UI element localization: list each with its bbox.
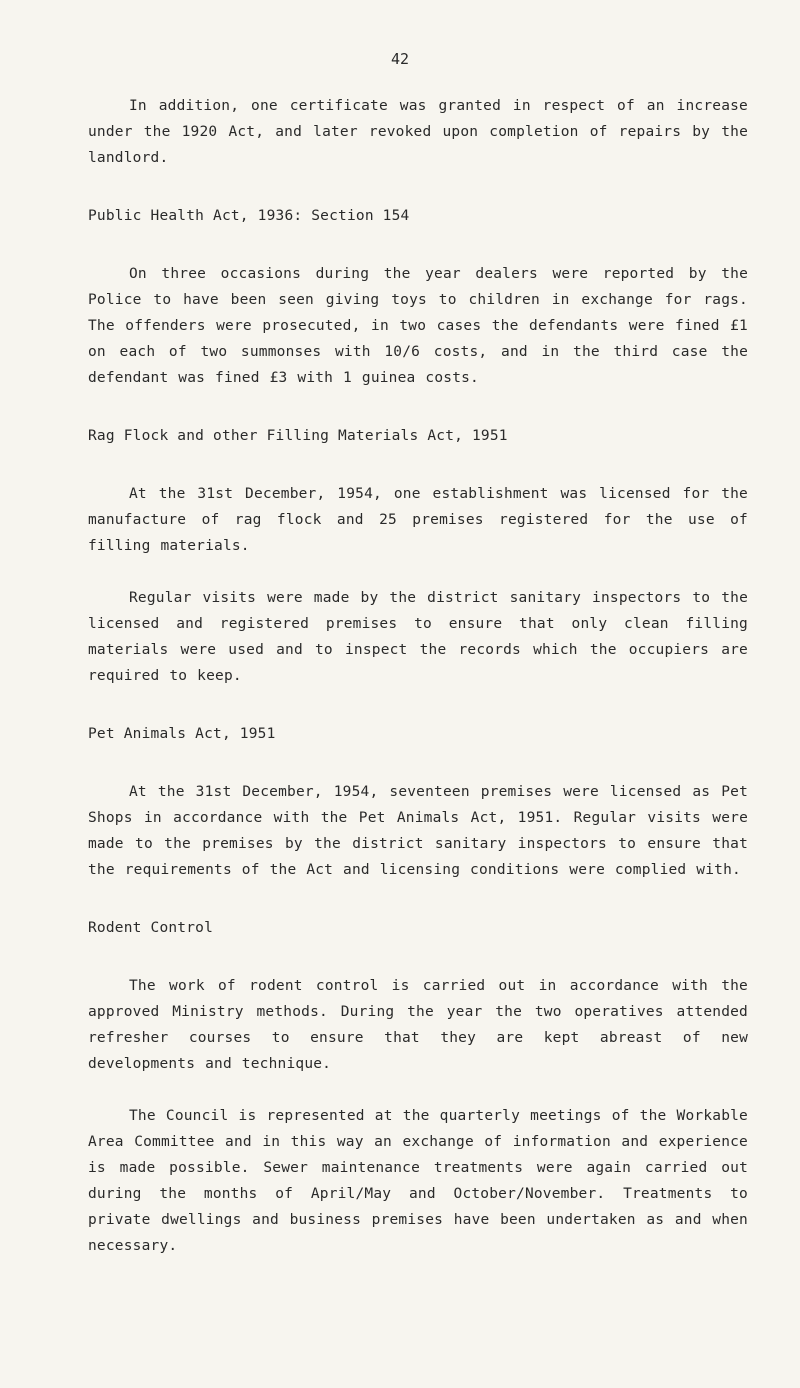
document-body: [88, 93, 748, 1259]
rodent-control-paragraph-1: The work of rodent control is carried out in accordance with the approved Ministry methods. During the year the two operatives attended refresher courses to ensure that they are kept abreast of new developments and technique.: [88, 978, 748, 1072]
rag-flock-act-heading: Rag Flock and other Filling Materials Act, 1951: [88, 428, 508, 444]
rag-flock-paragraph-2: Regular visits were made by the district sanitary inspectors to the licensed and registered premises to ensure that only clean filling materials were used and to inspect the records which the occupiers are required to keep.: [88, 590, 748, 684]
rodent-control-paragraph-2: The Council is represented at the quarterly meetings of the Workable Area Committee and in this way an exchange of information and experience is made possible. Sewer maintenance treatments were again carried out during the months of April/May and October/November. Treatments to private dwellings and business premises have been undertaken as and when necessary.: [88, 1108, 748, 1254]
rag-flock-paragraph-1: At the 31st December, 1954, one establishment was licensed for the manufacture of rag flock and 25 premises registered for the use of filling materials.: [88, 486, 748, 554]
rodent-control-heading: Rodent Control: [88, 920, 214, 936]
pet-animals-act-heading: Pet Animals Act, 1951: [88, 726, 276, 742]
page-number: 42: [390, 50, 410, 68]
public-health-act-heading: Public Health Act, 1936: Section 154: [88, 208, 410, 224]
public-health-act-paragraph: On three occasions during the year dealers were reported by the Police to have been seen giving toys to children in exchange for rags. The offenders were prosecuted, in two cases the defendants were fined £1 on each of two summonses with 10/6 costs, and in the third case the defendant was fined £3 with 1 guinea costs.: [88, 266, 748, 386]
pet-animals-paragraph: At the 31st December, 1954, seventeen premises were licensed as Pet Shops in accordance with the Pet Animals Act, 1951. Regular visits were made to the premises by the district sanitary inspectors to ensure that the requirements of the Act and licensing conditions were complied with.: [88, 784, 748, 878]
intro-paragraph: In addition, one certificate was granted in respect of an increase under the 1920 Act, and later revoked upon completion of repairs by the landlord.: [88, 98, 748, 166]
